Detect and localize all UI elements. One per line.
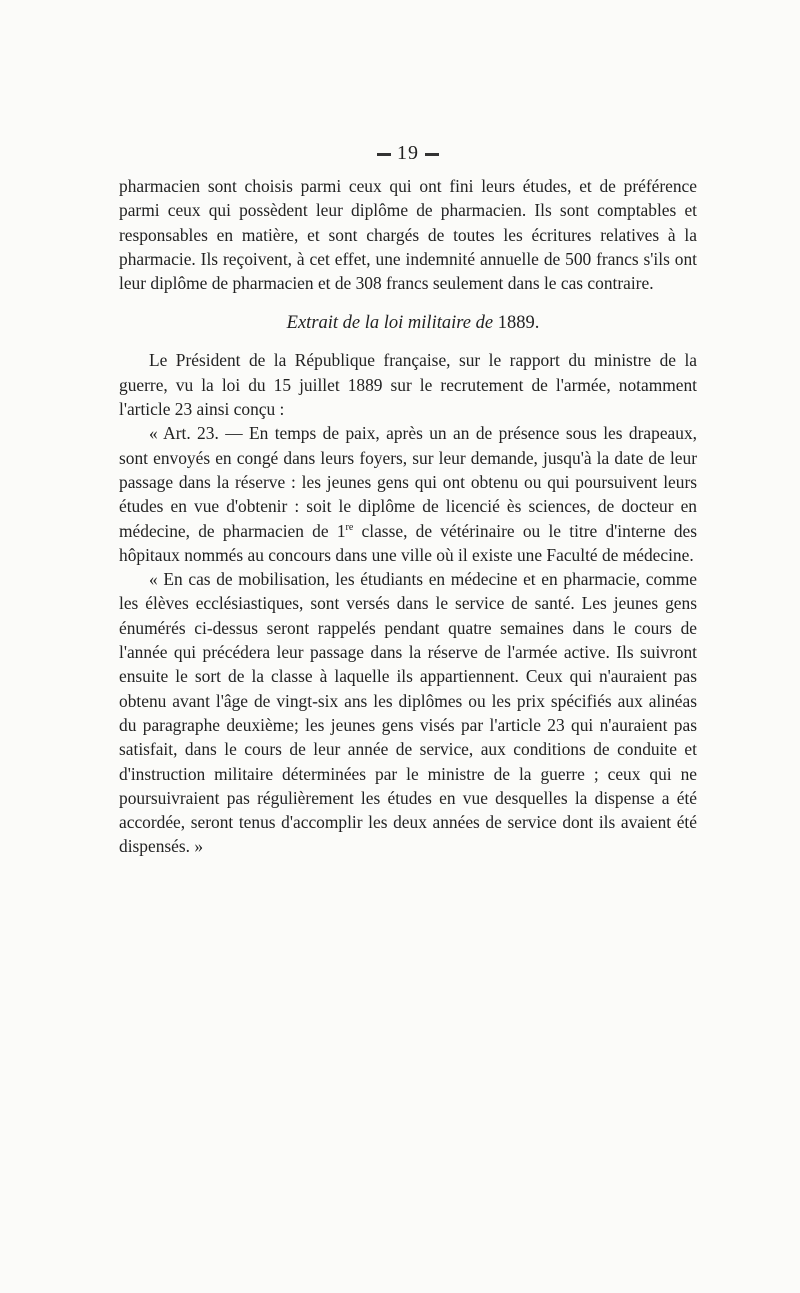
article-23-text-start: « Art. 23. — En temps de paix, après un an de présence sous les drapeaux, sont envoyés en congé dans leurs foyers, sur leur demande, jusqu'à la date de leur passage dans la réserve : les jeunes gens qui ont obtenu ou qui poursuivent leurs études en vue d'obtenir : soit le diplôme de licencié ès sciences, de docteur en médecine, de pharmacien de 1 xyxy=(119,423,697,541)
article-23-text-end: classe, de vétérinaire ou le titre d'interne des hôpitaux nommés au concours dans une ville où il existe une Faculté de médecine. xyxy=(119,520,698,565)
page-number-text: 19 xyxy=(397,142,419,164)
article-23-superscript: re xyxy=(345,521,354,533)
page-number-right-dash xyxy=(425,153,439,156)
section-heading-year: 1889. xyxy=(497,313,540,334)
section-heading-text: Extrait de la loi militaire de xyxy=(286,313,494,334)
page-number-left-dash xyxy=(377,153,391,156)
paragraph-article-23 xyxy=(119,421,697,567)
document-page xyxy=(119,138,697,859)
page-number xyxy=(119,138,697,174)
section-heading xyxy=(119,311,697,335)
paragraph-pharmacien: pharmacien sont choisis parmi ceux qui ont fini leurs études, et de préférence parmi ceux qui possèdent leur diplôme de pharmacien. Ils sont comptables et responsables en matière, et sont chargés de toutes les écritures relatives à la pharmacie. Ils reçoivent, à cet effet, une indemnité annuelle de 500 francs s'ils ont leur diplôme de pharmacien et de 308 francs seulement dans le cas contraire. xyxy=(119,176,697,294)
paragraph-president: Le Président de la République française, sur le rapport du ministre de la guerre, vu la loi du 15 juillet 1889 sur le recrutement de l'armée, notamment l'article 23 ainsi conçu : xyxy=(119,350,697,420)
paragraph-mobilisation: « En cas de mobilisation, les étudiants en médecine et en pharmacie, comme les élèves ecclésiastiques, sont versés dans le service de santé. Les jeunes gens énumérés ci-dessus seront rappelés pendant quatre semaines dans le cours de l'année qui précédera leur passage dans la réserve de l'armée active. Ils suivront ensuite le sort de la classe à laquelle ils appartiennent. Ceux qui n'auraient pas obtenu avant l'âge de vingt-six ans les diplômes ou les prix spécifiés aux alinéas du paragraphe deuxième; les jeunes gens visés par l'article 23 qui n'auraient pas satisfait, dans le cours de leur année de service, aux conditions de conduite et d'instruction militaire déterminées par le ministre de la guerre ; ceux qui ne poursuivraient pas régulièrement les études en vue desquelles la dispense a été accordée, seront tenus d'accomplir les deux années de service dont ils avaient été dispensés. » xyxy=(119,569,697,857)
